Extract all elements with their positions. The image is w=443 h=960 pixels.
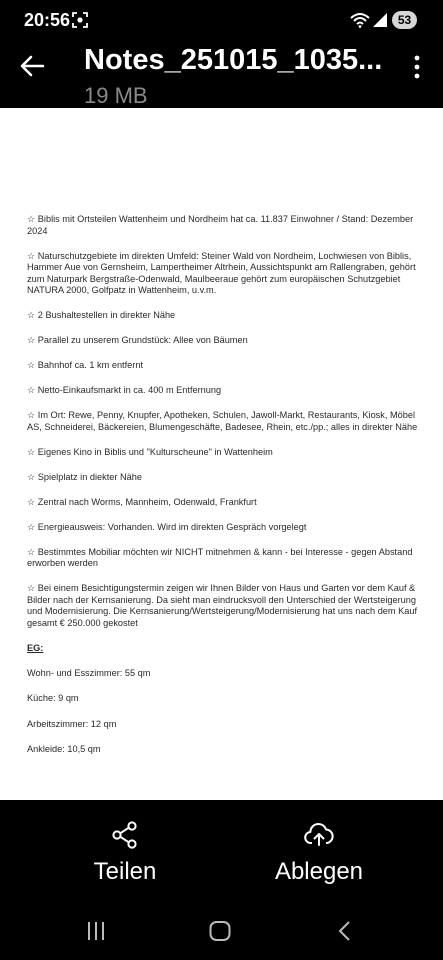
doc-paragraph: ☆ Eigenes Kino in Biblis und "Kulturscheune" in Wattenheim: [27, 446, 273, 457]
document-preview[interactable]: [0, 108, 443, 800]
room-item: Ankleide: 10,5 qm: [27, 744, 101, 754]
share-label: Teilen: [93, 858, 157, 885]
store-button[interactable]: [239, 820, 399, 886]
doc-paragraph: ☆ Bahnhof ca. 1 km entfernt: [27, 360, 143, 370]
doc-paragraph: ☆ Bei einem Besichtigungstermin zeigen wir Ihnen Bilder von Haus und Garten vor dem Kauf & Bilder nach der Kernsanierung. Da sieht man eindrucksvoll den Unterschied der Wertsteigerung und Modernisierung. Die Kernsanierung/Wertsteigerung/Modernisierung hat uns nach dem Kauf gesamt € 250.000 gekostet: [27, 583, 418, 628]
doc-paragraph: ☆ Naturschutzgebiete im direkten Umfeld: Steiner Wald von Nordheim, Lochwiesen von Biblis, Hammer Aue von Gernsheim, Lampertheimer Altrhein, Aussichtspunkt am Rallengraben, gehört zum Naturpark Bergstraße-Odenwald, Maulbeeraue gehört zum europäischen Schutzgebiet NATURA 2000, Golfpatz in Wattenheim, u.v.m.: [27, 250, 416, 295]
recent-apps-icon[interactable]: [84, 920, 108, 942]
share-button[interactable]: [45, 820, 205, 886]
signal-icon: [372, 12, 388, 28]
system-nav-bar: [0, 900, 443, 960]
cloud-upload-icon: [304, 820, 334, 850]
wifi-icon: [350, 12, 370, 28]
share-icon: [110, 820, 140, 850]
battery-indicator: 53: [392, 11, 417, 29]
room-item: Arbeitszimmer: 12 qm: [27, 718, 117, 729]
doc-paragraph: ☆ Netto-Einkaufsmarkt in ca. 400 m Entfernung: [27, 385, 222, 395]
file-title: Notes_251015_1035...: [84, 44, 383, 76]
doc-paragraph: ☆ Zentral nach Worms, Mannheim, Odenwald, Frankfurt: [27, 496, 257, 507]
bottom-action-bar: [0, 800, 443, 900]
doc-paragraph: ☆ Parallel zu unserem Grundstück: Allee von Bäumen: [27, 335, 248, 345]
home-icon[interactable]: [208, 920, 232, 942]
room-item: Küche: 9 qm: [27, 693, 79, 703]
doc-paragraph: ☆ Bestimmtes Mobiliar möchten wir NICHT mitnehmen & kann - bei Interesse - gegen Abstand erworben werden: [27, 546, 413, 568]
doc-paragraph: ☆ Im Ort: Rewe, Penny, Knupfer, Apotheken, Schulen, Jawoll-Markt, Restaurants, Kiosk, Möbel AS, Schneiderei, Bäckereien, Blumengeschäfte, Badesee, Rhein, etc./pp.; alles in direkter Nähe: [27, 410, 418, 432]
file-size: 19 MB: [84, 83, 148, 108]
doc-paragraph: ☆ 2 Bushaltestellen in direkter Nähe: [27, 310, 176, 320]
document-content: [27, 214, 425, 770]
status-bar: [0, 0, 443, 40]
doc-paragraph: ☆ Energieausweis: Vorhanden. Wird im direkten Gespräch vorgelegt: [27, 521, 307, 532]
back-arrow-icon[interactable]: [18, 52, 46, 80]
doc-paragraph: ☆ Spielplatz in diekter Nähe: [27, 471, 142, 482]
store-label: Ablegen: [274, 858, 364, 885]
app-header: [0, 40, 443, 108]
nav-back-icon[interactable]: [334, 920, 358, 942]
more-vert-icon[interactable]: [407, 54, 427, 80]
section-heading-eg: EG:: [27, 642, 44, 653]
room-item: Wohn- und Esszimmer: 55 qm: [27, 667, 151, 678]
screen-record-icon: [72, 12, 88, 28]
status-time: 20:56: [24, 10, 71, 30]
doc-paragraph: ☆ Biblis mit Ortsteilen Wattenheim und Nordheim hat ca. 11.837 Einwohner / Stand: Dezember 2024: [27, 214, 414, 236]
